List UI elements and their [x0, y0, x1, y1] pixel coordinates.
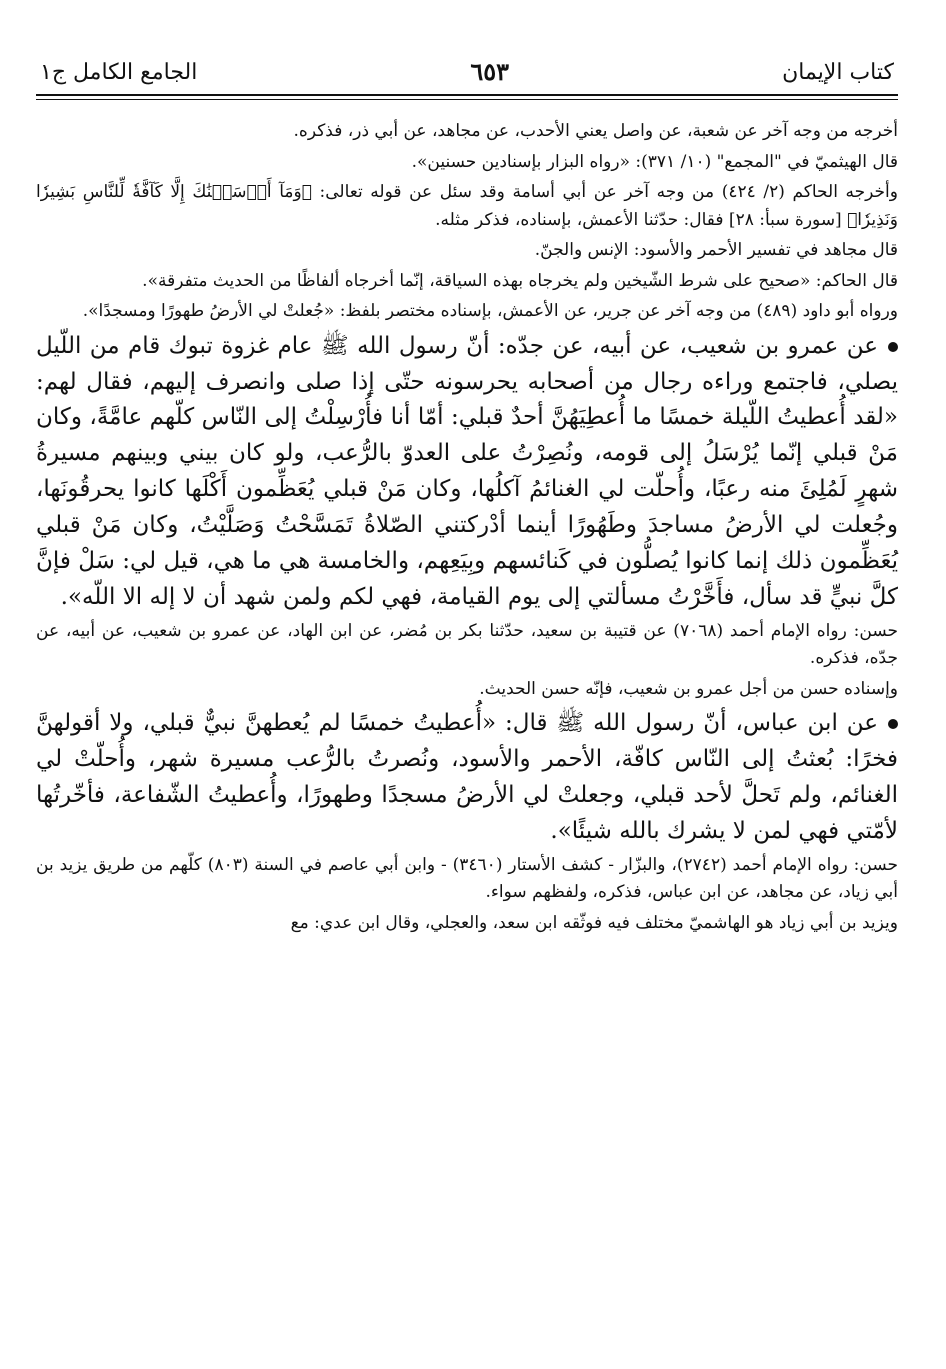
paragraph-note: قال الحاكم: «صحيح على شرط الشّيخين ولم يخرجاه بهذه السياقة، إنّما أخرجاه ألفاظًا من الحديث متفرقة».: [142, 270, 898, 291]
bullet-icon: [888, 342, 898, 352]
hadith-text: عن عمرو بن شعيب، عن أبيه، عن جدّه: أنّ رسول الله ﷺ عام غزوة تبوك قام من اللّيل يصلي، فاجتمع وراءه رجال من أصحابه يحرسونه حتّى إذا صلى وانصرف إليهم، فقال لهم: «لقد أُعطيتُ اللّيلة خمسًا ما أُعطِيَهُنَّ أحدٌ قبلي: أمّا أنا فأُرْسِلْتُ إلى النّاس كلّهم عامَّةً، وكان مَنْ قبلي إنّما يُرْسَلُ إلى قومه، ونُصِرْتُ على العدوّ بالرُّعب، ولو كان بيني وبينهم مسيرةُ شهرٍ لَمُلِئَ منه رعبًا، وأُحلّت لي الغنائمُ آكلُها، وكان مَنْ قبلي يُعَظِّمون أَكْلَها كانوا يحرقُونَها، وجُعلت لي الأرضُ مساجدَ وطَهُورًا أينما أدْركتني الصّلاةُ تَمَسَّحْتُ وَصَلَّيْتُ، وكان مَنْ قبلي يُعَظِّمون ذلك إنما كانوا يُصلُّون في كَنائسهم وبِيَعِهم، والخامسة هي ما هي، قيل لي: سَلْ فإنَّ كلَّ نبيٍّ قد سأل، فأَخَّرْتُ مسألتي إلى يوم القيامة، فهي لكم ولمن شهد أن لا إله الا اللّه».: [36, 332, 898, 610]
paragraph-note: ورواه أبو داود (٤٨٩) من وجه آخر عن جرير، عن الأعمش، بإسناده مختصر بلفظ: «جُعلتْ لي الأرضُ طهورًا ومسجدًا».: [82, 301, 898, 322]
paragraph-note: وإسناده حسن من أجل عمرو بن شعيب، فإنّه حسن الحديث.: [479, 678, 898, 699]
paragraph-note: وأخرجه الحاكم (٢/ ٤٢٤) من وجه آخر عن أبي أسامة وقد سئل عن قوله تعالى: ﴿وَمَآ أَرۡسَلۡنَٰكَ إِلَّا كَآفَّةٗ لِّلنَّاسِ بَشِيرٗا وَنَذِيرٗا﴾ [سورة سبأ: ٢٨] فقال: حدّثنا الأعمش، بإسناده، فذكر مثله.: [36, 182, 898, 230]
paragraph-note: حسن: رواه الإمام أحمد (٧٠٦٨) عن قتيبة بن سعيد، حدّثنا بكر بن مُضر، عن ابن الهاد، عن عمرو بن شعيب، عن أبيه، عن جدّه، فذكره.: [36, 620, 898, 669]
page-number: ٦٥٣: [470, 57, 510, 86]
paragraph-note: حسن: رواه الإمام أحمد (٢٧٤٢)، والبزّار - كشف الأستار (٣٤٦٠) - وابن أبي عاصم في السنة (٨٠٣) كلّهم من طريق يزيد بن أبي زياد، عن مجاهد، عن ابن عباس، فذكره، ولفظهم سواء.: [36, 854, 899, 903]
chapter-title: كتاب الإيمان: [782, 60, 894, 85]
bullet-icon: [888, 719, 898, 729]
hadith-paragraph: [36, 329, 898, 616]
page-body: [36, 96, 898, 937]
page-header: [36, 0, 898, 96]
hadith-paragraph: [36, 706, 898, 850]
paragraph-note: ويزيد بن أبي زياد هو الهاشميّ مختلف فيه فوثّقه ابن سعد، والعجلي، وقال ابن عدي: مع: [290, 912, 898, 933]
paragraph-note: قال الهيثميّ في "المجمع" (١٠/ ٣٧١): «رواه البزار بإسنادين حسنين».: [411, 151, 898, 172]
paragraph-note: أخرجه من وجه آخر عن شعبة، عن واصل يعني الأحدب، عن مجاهد، عن أبي ذر، فذكره.: [293, 121, 898, 141]
paragraph-note: قال مجاهد في تفسير الأحمر والأسود: الإنس والجنّ.: [534, 240, 898, 261]
book-title: الجامع الكامل ج١: [40, 60, 198, 85]
hadith-text: عن ابن عباس، أنّ رسول الله ﷺ قال: «أُعطيتُ خمسًا لم يُعطهنَّ نبيٌّ قبلي، ولا أقولهنَّ فخرًا: بُعثتُ إلى النّاس كافّة، الأحمر والأسود، ونُصرتُ بالرُّعب مسيرة شهر، وأُحلّتْ لي الغنائم، ولم تَحلَّ لأحد قبلي، وجعلتْ لي الأرضُ مسجدًا وطهورًا، وأُعطيتُ الشّفاعة، فأخّرتُها لأمّتي فهي لمن لا يشرك بالله شيئًا».: [36, 710, 898, 844]
